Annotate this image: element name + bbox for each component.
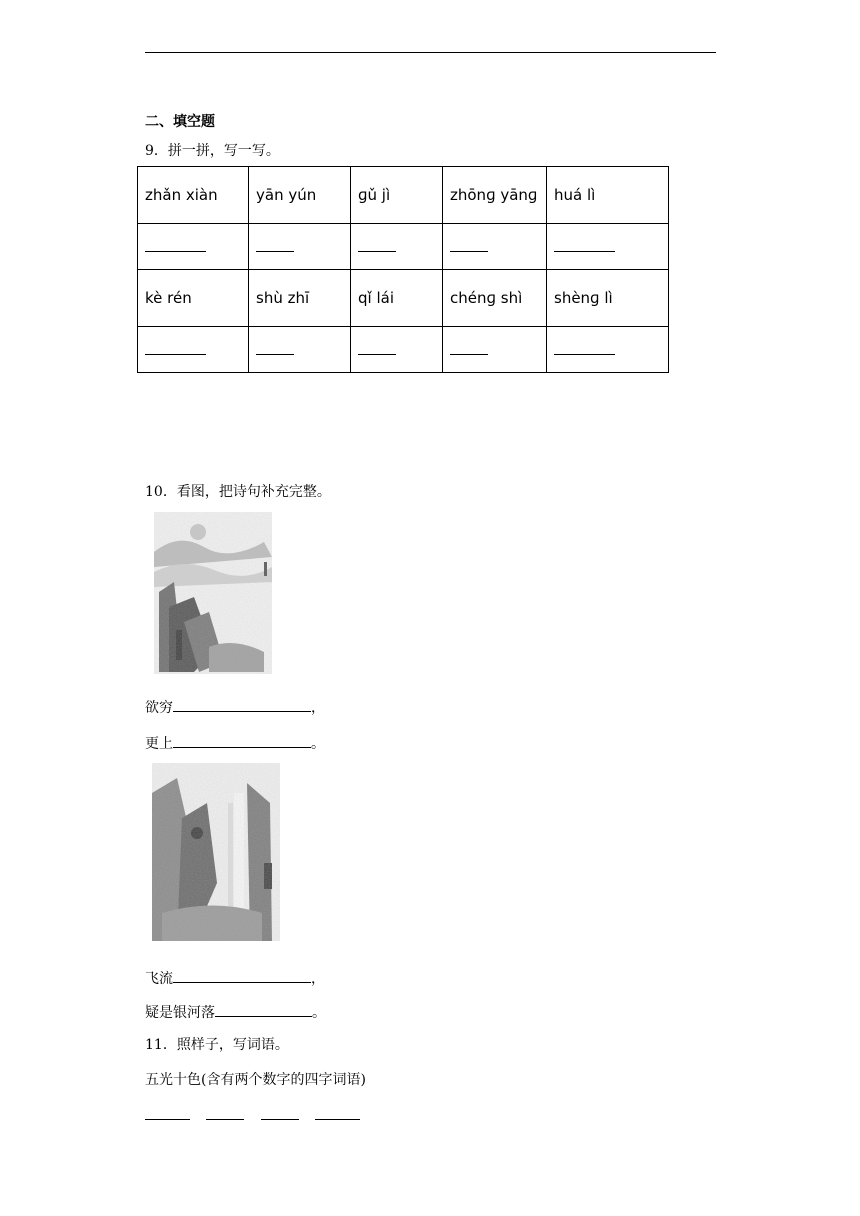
q11-prompt: 11．照样子，写词语。	[145, 1037, 289, 1053]
pinyin-cell: ɡǔ jì	[351, 167, 443, 224]
q9-prompt: 9．拼一拼，写一写。	[145, 143, 280, 159]
poem-blank-4[interactable]	[215, 1002, 312, 1017]
pinyin-cell: zhǎn xiàn	[138, 167, 249, 224]
header-rule	[145, 52, 716, 53]
pinyin-cell: yān yún	[249, 167, 351, 224]
answer-blank[interactable]	[138, 327, 249, 373]
answer-blank[interactable]	[138, 224, 249, 270]
pinyin-cell: kè rén	[138, 270, 249, 327]
pinyin-cell: qǐ lái	[351, 270, 443, 327]
q11-answer-blanks	[145, 1105, 360, 1125]
pinyin-cell: shènɡ lì	[547, 270, 669, 327]
pinyin-cell: zhōnɡ yānɡ	[443, 167, 547, 224]
answer-blank[interactable]	[547, 224, 669, 270]
pinyin-row	[138, 270, 669, 327]
answer-blank[interactable]	[351, 224, 443, 270]
q11-example: 五光十色(含有两个数字的四字词语)	[145, 1072, 366, 1088]
poem-line-3: 飞流 ，	[145, 968, 325, 988]
word-blank[interactable]	[145, 1105, 190, 1120]
poem-blank-2[interactable]	[173, 733, 311, 748]
pinyin-table	[137, 166, 669, 373]
answer-blank[interactable]	[249, 224, 351, 270]
answer-row	[138, 224, 669, 270]
word-blank[interactable]	[261, 1105, 299, 1120]
poem-line-4: 疑是银河落 。	[145, 1002, 326, 1022]
answer-blank[interactable]	[351, 327, 443, 373]
pinyin-cell: shù zhī	[249, 270, 351, 327]
answer-row	[138, 327, 669, 373]
answer-blank[interactable]	[443, 224, 547, 270]
answer-blank[interactable]	[443, 327, 547, 373]
poem-line-1: 欲穷 ，	[145, 697, 325, 717]
poem-blank-1[interactable]	[173, 697, 311, 712]
section-title: 二、填空题	[145, 114, 215, 130]
waterfall-illustration	[152, 763, 280, 941]
word-blank[interactable]	[206, 1105, 244, 1120]
answer-blank[interactable]	[249, 327, 351, 373]
pinyin-row	[138, 167, 669, 224]
pinyin-cell: huá lì	[547, 167, 669, 224]
poem-blank-3[interactable]	[173, 968, 311, 983]
word-blank[interactable]	[315, 1105, 360, 1120]
answer-blank[interactable]	[547, 327, 669, 373]
poem-line-2: 更上 。	[145, 733, 325, 753]
q10-prompt: 10．看图，把诗句补充完整。	[145, 484, 331, 500]
mountain-tower-illustration	[154, 512, 272, 674]
pinyin-cell: chénɡ shì	[443, 270, 547, 327]
